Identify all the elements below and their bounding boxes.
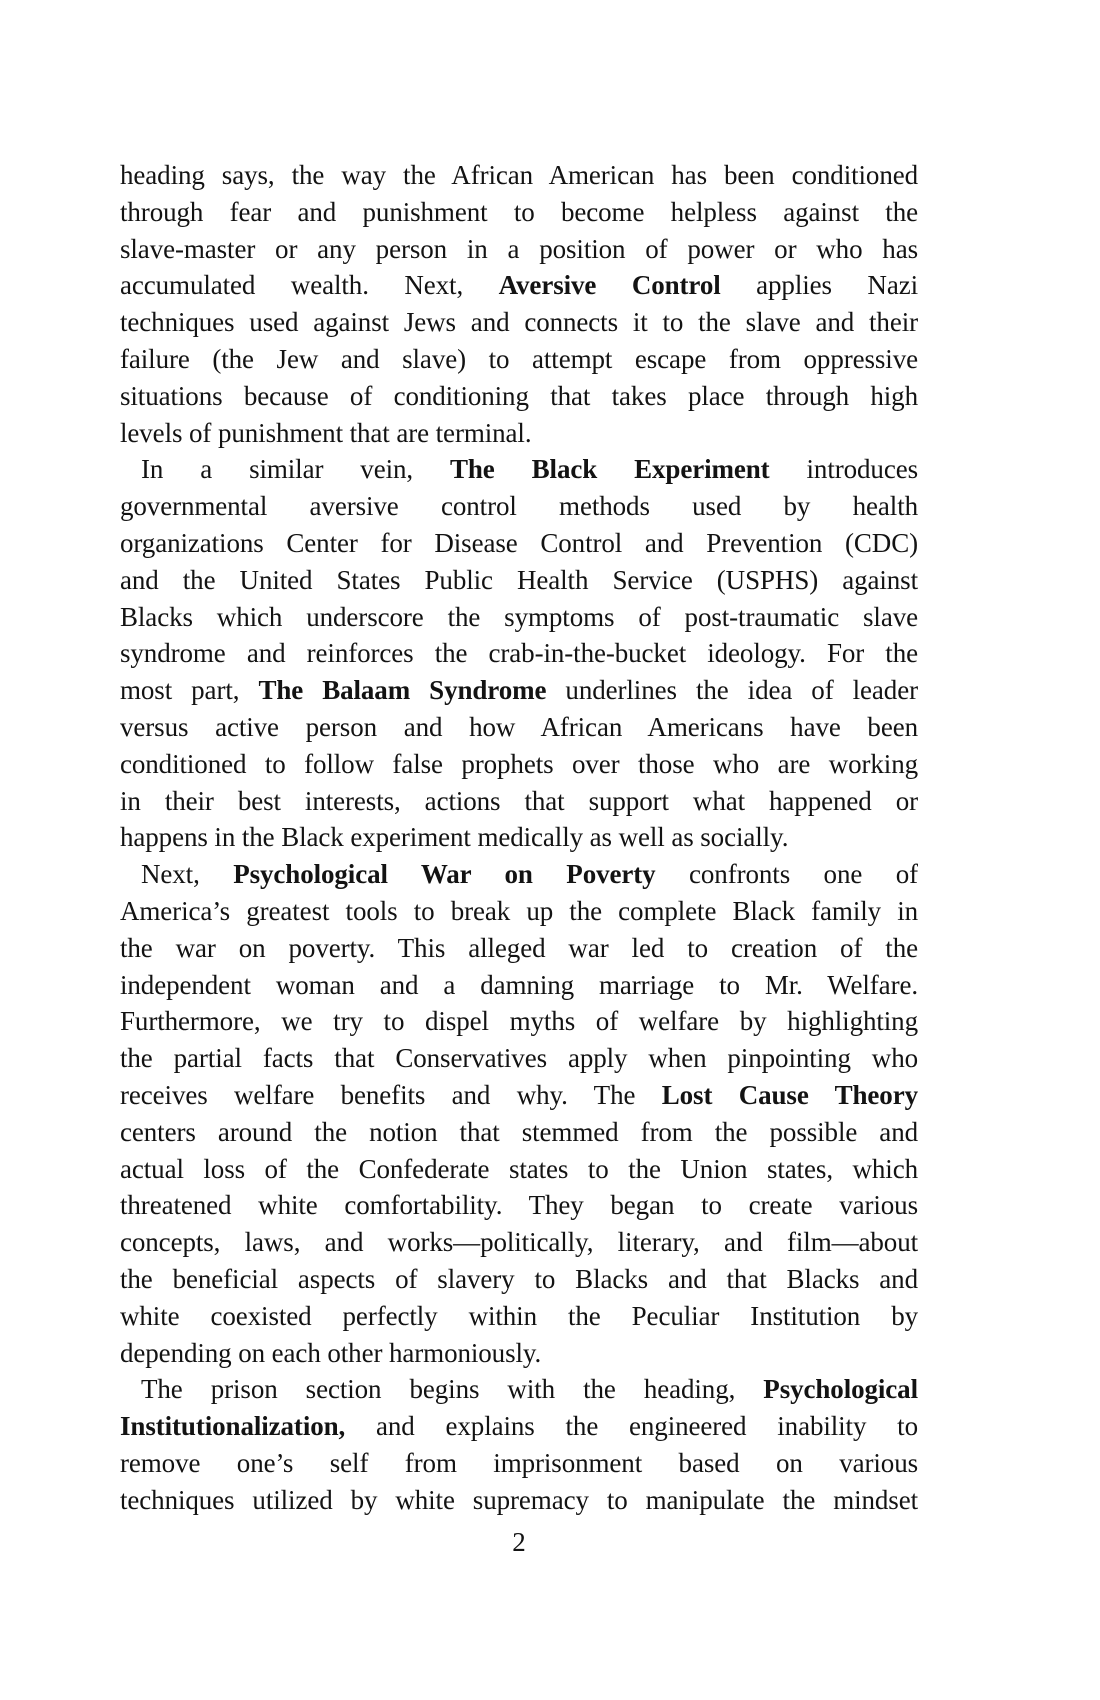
- text-line: [120, 1040, 918, 1077]
- text-run: most part,: [120, 675, 259, 706]
- bold-heading-phrase: The Black Experiment: [449, 454, 770, 485]
- text-run: In a similar vein,: [141, 454, 450, 485]
- text-run: centers around the notion that stemmed from the possible and: [120, 1116, 918, 1147]
- text-line: [120, 1077, 918, 1114]
- text-run: threatened white comfortability. They began to create various: [120, 1190, 918, 1221]
- text-line: [120, 1261, 918, 1298]
- text-line: [120, 893, 918, 930]
- text-line: [120, 856, 918, 893]
- text-run: accumulated wealth. Next,: [120, 270, 499, 301]
- text-line: [120, 304, 918, 341]
- text-run: the partial facts that Conservatives apply when pinpointing who: [120, 1043, 918, 1074]
- text-line: [120, 635, 918, 672]
- text-run: actual loss of the Confederate states to the Union states, which: [120, 1153, 918, 1184]
- text-line: [120, 1371, 918, 1408]
- page-number: 2: [512, 1527, 526, 1558]
- lines-container: [120, 157, 918, 1518]
- text-line: [120, 672, 918, 709]
- text-line: [120, 451, 918, 488]
- text-line: [120, 1224, 918, 1261]
- text-line: [120, 599, 918, 636]
- text-run: situations because of conditioning that takes place through high: [120, 380, 918, 411]
- text-run: receives welfare benefits and why. The: [120, 1079, 662, 1110]
- text-run: applies Nazi: [720, 270, 918, 301]
- text-line: [120, 709, 918, 746]
- text-line: [120, 819, 918, 856]
- text-line: [120, 341, 918, 378]
- text-line: [120, 1003, 918, 1040]
- text-run: governmental aversive control methods used by health: [120, 491, 918, 522]
- text-line: [120, 488, 918, 525]
- text-run: failure (the Jew and slave) to attempt escape from oppressive: [120, 343, 918, 374]
- text-run: America’s greatest tools to break up the complete Black family in: [120, 895, 918, 926]
- bold-heading-phrase: Institutionalization,: [120, 1411, 346, 1442]
- text-run: happens in the Black experiment medically as well as socially.: [120, 822, 789, 853]
- text-run: conditioned to follow false prophets over those who are working: [120, 748, 918, 779]
- text-run: through fear and punishment to become helpless against the: [120, 196, 918, 227]
- text-run: introduces: [769, 454, 918, 485]
- text-run: The prison section begins with the heading,: [141, 1374, 764, 1405]
- text-run: levels of punishment that are terminal.: [120, 417, 532, 448]
- text-line: [120, 783, 918, 820]
- text-run: in their best interests, actions that support what happened or: [120, 785, 918, 816]
- bold-heading-phrase: Aversive Control: [498, 270, 721, 301]
- text-run: white coexisted perfectly within the Peculiar Institution by: [120, 1300, 918, 1331]
- text-line: [120, 1298, 918, 1335]
- text-run: versus active person and how African Americans have been: [120, 711, 918, 742]
- text-line: [120, 746, 918, 783]
- text-line: [120, 1187, 918, 1224]
- text-run: underlines the idea of leader: [546, 675, 918, 706]
- text-line: [120, 231, 918, 268]
- text-line: [120, 157, 918, 194]
- text-run: Furthermore, we try to dispel myths of welfare by highlighting: [120, 1006, 918, 1037]
- text-line: [120, 1114, 918, 1151]
- text-line: [120, 562, 918, 599]
- text-line: [120, 267, 918, 304]
- text-run: heading says, the way the African American has been conditioned: [120, 160, 918, 190]
- text-line: [120, 415, 918, 452]
- text-run: syndrome and reinforces the crab-in-the-bucket ideology. For the: [120, 638, 918, 669]
- text-run: remove one’s self from imprisonment based on various: [120, 1447, 918, 1478]
- bold-heading-phrase: Psychological War on Poverty: [233, 859, 656, 890]
- text-run: concepts, laws, and works—politically, literary, and film—about: [120, 1227, 918, 1258]
- text-run: the war on poverty. This alleged war led to creation of the: [120, 932, 918, 963]
- bold-heading-phrase: The Balaam Syndrome: [258, 675, 547, 706]
- text-line: [120, 1445, 918, 1482]
- text-line: [120, 1151, 918, 1188]
- text-run: independent woman and a damning marriage to Mr. Welfare.: [120, 969, 918, 1000]
- text-block: [120, 157, 918, 1561]
- text-run: techniques used against Jews and connects it to the slave and their: [120, 307, 918, 338]
- text-run: techniques utilized by white supremacy to manipulate the mindset: [120, 1484, 918, 1515]
- text-run: organizations Center for Disease Control and Prevention (CDC): [120, 527, 918, 558]
- text-run: confronts one of: [655, 859, 918, 890]
- text-line: [120, 378, 918, 415]
- text-run: the beneficial aspects of slavery to Blacks and that Blacks and: [120, 1263, 918, 1294]
- text-line: [120, 1408, 918, 1445]
- text-run: and explains the engineered inability to: [345, 1411, 918, 1442]
- text-line: [120, 525, 918, 562]
- text-line: [120, 1335, 918, 1372]
- text-run: Blacks which underscore the symptoms of post-traumatic slave: [120, 601, 918, 632]
- text-run: slave-master or any person in a position of power or who has: [120, 233, 918, 264]
- text-run: Next,: [141, 859, 234, 890]
- text-line: [120, 930, 918, 967]
- text-line: [120, 194, 918, 231]
- text-run: and the United States Public Health Service (USPHS) against: [120, 564, 918, 595]
- text-line: [120, 1482, 918, 1519]
- bold-heading-phrase: Lost Cause Theory: [661, 1079, 918, 1110]
- text-run: depending on each other harmoniously.: [120, 1337, 542, 1368]
- text-line: [120, 967, 918, 1004]
- bold-heading-phrase: Psychological: [763, 1374, 918, 1405]
